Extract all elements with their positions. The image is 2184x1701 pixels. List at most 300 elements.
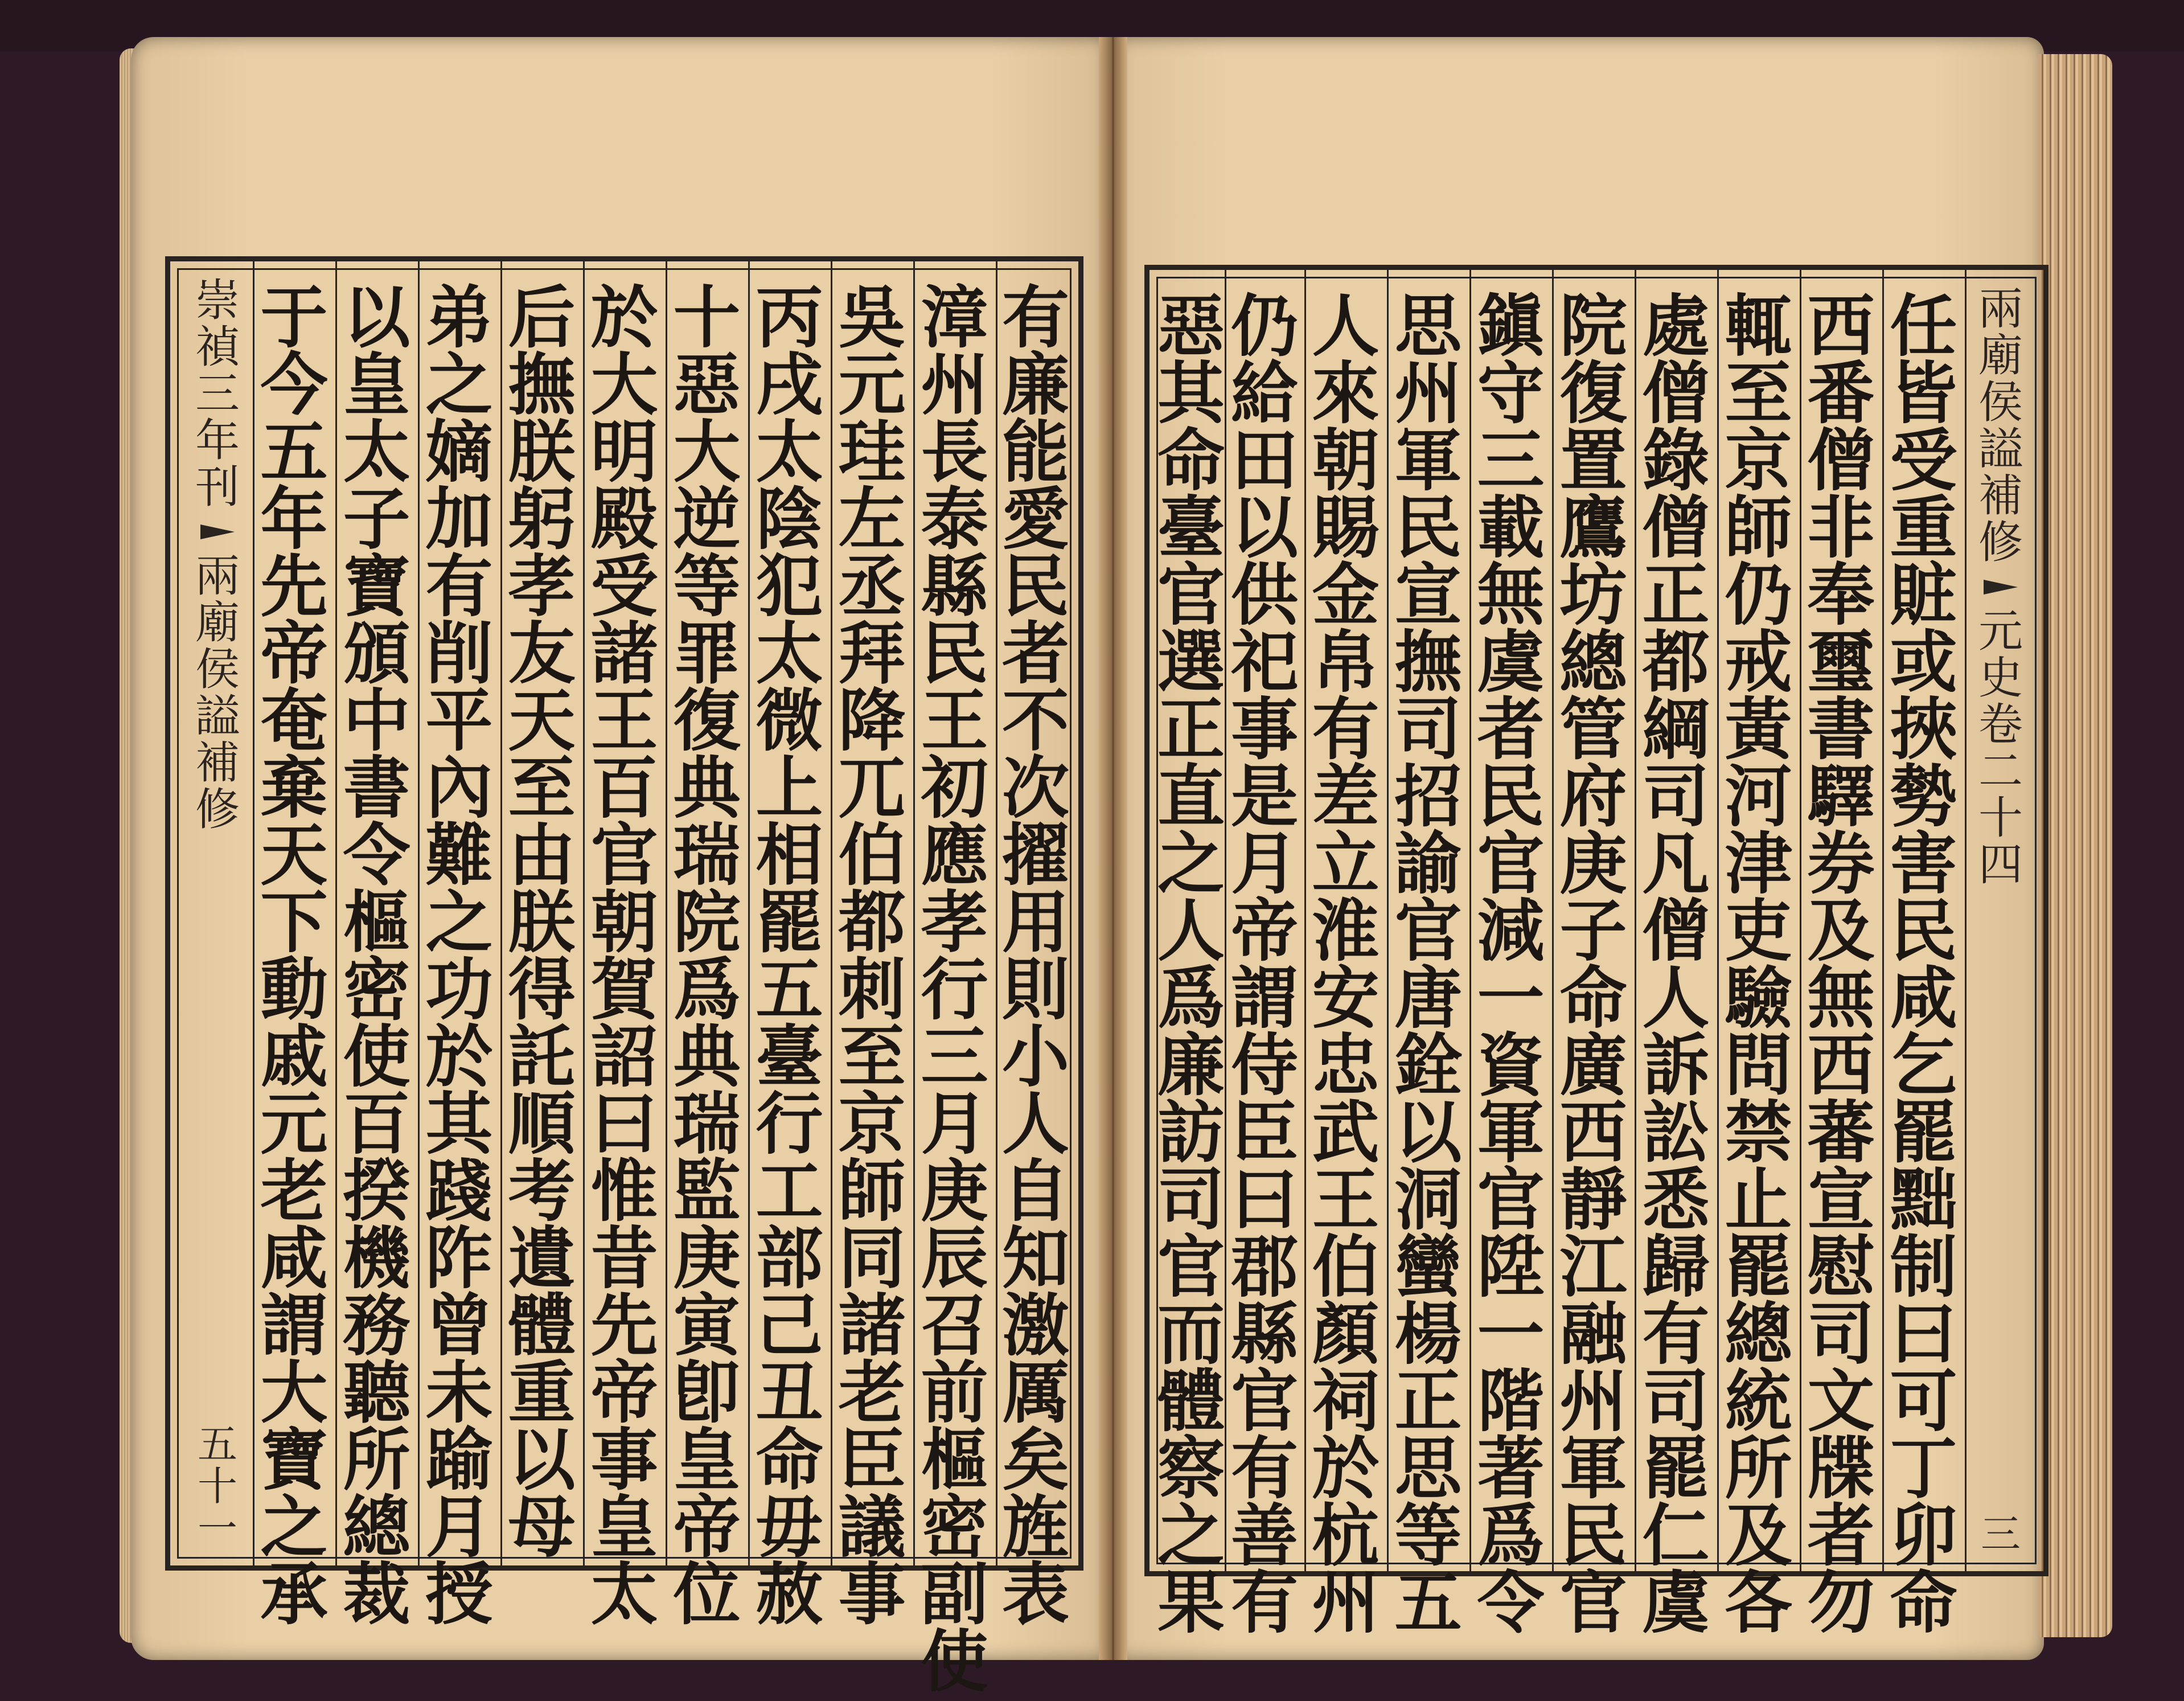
glyph: 密 bbox=[921, 1487, 988, 1567]
glyph: 能 bbox=[1001, 412, 1069, 491]
vertical-text bbox=[1978, 606, 2023, 891]
glyph: 棄 bbox=[260, 748, 328, 827]
glyph: 兩 bbox=[1978, 284, 2023, 335]
glyph: 立 bbox=[1312, 824, 1380, 903]
glyph: 泰 bbox=[921, 479, 988, 559]
glyph: 賀 bbox=[590, 950, 658, 1029]
glyph: 乞 bbox=[1890, 1026, 1957, 1105]
glyph: 都 bbox=[838, 883, 906, 962]
glyph: 官 bbox=[590, 815, 658, 895]
glyph: 重 bbox=[1890, 488, 1957, 567]
glyph: 者 bbox=[1477, 690, 1545, 769]
column-rule bbox=[1225, 270, 1226, 1571]
glyph: 蕃 bbox=[1807, 1093, 1875, 1172]
glyph: 輒 bbox=[1725, 286, 1792, 366]
glyph: 平 bbox=[425, 681, 493, 760]
glyph: 上 bbox=[756, 748, 823, 827]
glyph: 于 bbox=[260, 278, 328, 357]
glyph: 王 bbox=[590, 681, 658, 760]
glyph: 樞 bbox=[921, 1420, 988, 1499]
glyph: 后 bbox=[508, 278, 576, 357]
glyph: 老 bbox=[838, 1353, 906, 1432]
glyph: 臺 bbox=[756, 1017, 823, 1096]
glyph: 民 bbox=[1477, 757, 1545, 836]
column-rule bbox=[996, 261, 997, 1565]
glyph: 百 bbox=[343, 1084, 410, 1163]
glyph: 史 bbox=[1978, 653, 2023, 704]
glyph: 重 bbox=[508, 1353, 576, 1432]
glyph: 止 bbox=[1725, 1160, 1792, 1239]
glyph: 人 bbox=[1642, 958, 1710, 1038]
glyph: 召 bbox=[921, 1286, 988, 1365]
glyph: 而 bbox=[1157, 1294, 1225, 1374]
glyph: 侯 bbox=[195, 644, 240, 695]
glyph: 牒 bbox=[1807, 1429, 1875, 1508]
glyph: 諸 bbox=[590, 614, 658, 693]
vertical-text bbox=[1477, 286, 1545, 1642]
glyph: 密 bbox=[343, 950, 410, 1029]
glyph: 元 bbox=[1978, 606, 2023, 657]
right-column-6 bbox=[1472, 270, 1549, 1642]
glyph: 唐 bbox=[1394, 958, 1462, 1038]
vertical-text bbox=[198, 1421, 237, 1552]
glyph: 西 bbox=[1559, 1093, 1627, 1172]
vertical-text bbox=[343, 278, 410, 1634]
glyph: 於 bbox=[590, 278, 658, 357]
glyph: 僧 bbox=[1642, 488, 1710, 567]
glyph: 廉 bbox=[1157, 1026, 1225, 1105]
glyph: 之 bbox=[1157, 1496, 1225, 1575]
glyph: 小 bbox=[1001, 1017, 1069, 1096]
glyph: 罪 bbox=[673, 614, 741, 693]
glyph: 補 bbox=[1978, 470, 2023, 522]
column-rule bbox=[500, 261, 502, 1565]
glyph: 府 bbox=[1559, 757, 1627, 836]
glyph: 寅 bbox=[673, 1286, 741, 1365]
glyph: 虞 bbox=[1477, 622, 1545, 702]
right-column-5 bbox=[1555, 270, 1632, 1642]
glyph: 人 bbox=[1157, 891, 1225, 970]
glyph: 前 bbox=[921, 1353, 988, 1432]
left-column-1 bbox=[999, 261, 1073, 1634]
vertical-text bbox=[1001, 278, 1069, 1634]
glyph: 可 bbox=[1890, 1362, 1957, 1441]
glyph: 嫡 bbox=[425, 412, 493, 491]
glyph: 令 bbox=[343, 815, 410, 895]
glyph: 官 bbox=[1157, 555, 1225, 634]
glyph: 命 bbox=[756, 1420, 823, 1499]
glyph: 託 bbox=[508, 1017, 576, 1096]
glyph: 太 bbox=[756, 614, 823, 693]
glyph: 命 bbox=[1157, 421, 1225, 500]
glyph: 大 bbox=[260, 1353, 328, 1432]
column-rule bbox=[1635, 270, 1636, 1571]
glyph: 杭 bbox=[1312, 1496, 1380, 1575]
glyph: 知 bbox=[1001, 1219, 1069, 1298]
glyph: 賜 bbox=[1312, 488, 1380, 567]
glyph: 五 bbox=[756, 950, 823, 1029]
glyph: 以 bbox=[1394, 1093, 1462, 1172]
vertical-text bbox=[1807, 286, 1875, 1642]
glyph: 謂 bbox=[1230, 958, 1298, 1038]
glyph: 加 bbox=[425, 479, 493, 559]
right-column-10 bbox=[1157, 270, 1225, 1642]
vertical-text bbox=[1559, 286, 1627, 1642]
glyph: 補 bbox=[195, 737, 240, 789]
glyph: 番 bbox=[1807, 354, 1875, 433]
right-margin-column bbox=[1969, 270, 2032, 1571]
glyph: 表 bbox=[1001, 1555, 1069, 1634]
glyph: 遺 bbox=[508, 1219, 576, 1298]
glyph: 減 bbox=[1477, 891, 1545, 970]
glyph: 母 bbox=[508, 1487, 576, 1567]
right-page-edges bbox=[2038, 54, 2112, 1637]
glyph: 拜 bbox=[838, 614, 906, 693]
glyph: 順 bbox=[508, 1084, 576, 1163]
glyph: 人 bbox=[1001, 1084, 1069, 1163]
right-text-frame bbox=[1144, 265, 2048, 1642]
glyph: 問 bbox=[1725, 1026, 1792, 1105]
column-rule bbox=[1882, 270, 1884, 1571]
glyph: 相 bbox=[756, 815, 823, 895]
left-column-6 bbox=[586, 261, 663, 1634]
glyph: 訴 bbox=[1642, 1026, 1710, 1105]
right-column-3 bbox=[1720, 270, 1797, 1642]
glyph: 削 bbox=[425, 614, 493, 693]
glyph: 子 bbox=[1559, 891, 1627, 970]
glyph: 供 bbox=[1230, 555, 1298, 634]
column-rule bbox=[583, 261, 585, 1565]
glyph: 軍 bbox=[1477, 1093, 1545, 1172]
glyph: 守 bbox=[1477, 354, 1545, 433]
glyph: 綱 bbox=[1642, 690, 1710, 769]
glyph: 三 bbox=[1477, 421, 1545, 500]
glyph: 驛 bbox=[1807, 757, 1875, 836]
glyph: 於 bbox=[425, 1017, 493, 1096]
glyph: 一 bbox=[198, 1505, 237, 1552]
glyph: 月 bbox=[921, 1084, 988, 1163]
glyph: 罷 bbox=[1890, 1093, 1957, 1172]
glyph: 太 bbox=[756, 412, 823, 491]
glyph: 殿 bbox=[590, 479, 658, 559]
glyph: 有 bbox=[1312, 690, 1380, 769]
glyph: 兀 bbox=[838, 748, 906, 827]
glyph: 年 bbox=[260, 479, 328, 559]
glyph: 令 bbox=[1477, 1563, 1545, 1642]
left-column-10 bbox=[256, 261, 332, 1634]
glyph: 太 bbox=[343, 412, 410, 491]
glyph: 西 bbox=[1807, 286, 1875, 366]
glyph: 鎭 bbox=[1477, 286, 1545, 366]
glyph: 修 bbox=[195, 784, 240, 835]
glyph: 奄 bbox=[260, 681, 328, 760]
glyph: 驗 bbox=[1725, 958, 1792, 1038]
glyph: 皇 bbox=[590, 1487, 658, 1567]
glyph: 官 bbox=[1230, 1362, 1298, 1441]
glyph: 直 bbox=[1157, 757, 1225, 836]
glyph: 宣 bbox=[1394, 555, 1462, 634]
glyph: 統 bbox=[1725, 1362, 1792, 1441]
glyph: 正 bbox=[1394, 1362, 1462, 1441]
glyph: 黃 bbox=[1725, 690, 1792, 769]
glyph: 事 bbox=[1230, 690, 1298, 769]
glyph: 動 bbox=[260, 950, 328, 1029]
glyph: 月 bbox=[425, 1487, 493, 1567]
glyph: 有 bbox=[1230, 1563, 1298, 1642]
glyph: 議 bbox=[838, 1487, 906, 1567]
glyph: 總 bbox=[1559, 622, 1627, 702]
vertical-text bbox=[1890, 286, 1957, 1642]
glyph: 州 bbox=[921, 345, 988, 424]
glyph: 愛 bbox=[1001, 479, 1069, 559]
glyph: 安 bbox=[1312, 958, 1380, 1038]
glyph: 曰 bbox=[1230, 1160, 1298, 1239]
glyph: 皇 bbox=[343, 345, 410, 424]
glyph: 二 bbox=[1978, 746, 2023, 797]
glyph: 下 bbox=[260, 883, 328, 962]
glyph: 以 bbox=[1230, 488, 1298, 567]
glyph: 瑞 bbox=[673, 815, 741, 895]
glyph: 京 bbox=[838, 1084, 906, 1163]
glyph: 受 bbox=[590, 547, 658, 626]
glyph: 毋 bbox=[756, 1487, 823, 1567]
glyph: 中 bbox=[343, 681, 410, 760]
column-rule bbox=[1304, 270, 1306, 1571]
glyph: 復 bbox=[673, 681, 741, 760]
glyph: 伯 bbox=[838, 815, 906, 895]
left-column-9 bbox=[338, 261, 415, 1634]
glyph: 由 bbox=[508, 815, 576, 895]
glyph: 復 bbox=[1559, 354, 1627, 433]
glyph: 陰 bbox=[756, 479, 823, 559]
glyph: 謚 bbox=[1978, 424, 2023, 475]
glyph: 諸 bbox=[838, 1286, 906, 1365]
glyph: 至 bbox=[1725, 354, 1792, 433]
glyph: 位 bbox=[673, 1555, 741, 1634]
glyph: 赦 bbox=[756, 1555, 823, 1634]
glyph: 是 bbox=[1230, 757, 1298, 836]
glyph: 用 bbox=[1001, 883, 1069, 962]
glyph: 融 bbox=[1559, 1294, 1627, 1374]
glyph: 弟 bbox=[425, 278, 493, 357]
left-text-frame bbox=[165, 256, 1083, 1701]
glyph: 師 bbox=[1725, 488, 1792, 567]
vertical-text bbox=[260, 278, 328, 1634]
glyph: 務 bbox=[343, 1286, 410, 1365]
glyph: 體 bbox=[508, 1286, 576, 1365]
glyph: 孝 bbox=[921, 883, 988, 962]
glyph: 戚 bbox=[260, 1017, 328, 1096]
right-column-8 bbox=[1307, 270, 1384, 1642]
glyph: 庚 bbox=[1559, 824, 1627, 903]
glyph: 一 bbox=[1477, 1294, 1545, 1374]
glyph: 帝 bbox=[260, 614, 328, 693]
glyph: 先 bbox=[260, 547, 328, 626]
glyph: 曰 bbox=[590, 1084, 658, 1163]
glyph: 總 bbox=[343, 1487, 410, 1567]
glyph: 戌 bbox=[756, 345, 823, 424]
glyph: 修 bbox=[1978, 517, 2023, 568]
column-rule bbox=[1469, 270, 1471, 1571]
glyph: 次 bbox=[1001, 748, 1069, 827]
glyph: 長 bbox=[921, 412, 988, 491]
glyph: 鷹 bbox=[1559, 488, 1627, 567]
book-gutter bbox=[1099, 37, 1127, 1660]
glyph: 崇 bbox=[195, 275, 240, 326]
glyph: 人 bbox=[1312, 286, 1380, 366]
glyph: 降 bbox=[838, 681, 906, 760]
glyph: 皆 bbox=[1890, 354, 1957, 433]
glyph: 友 bbox=[508, 614, 576, 693]
glyph: 至 bbox=[508, 748, 576, 827]
vertical-text bbox=[508, 278, 576, 1567]
column-rule bbox=[1965, 270, 1967, 1571]
glyph: 一 bbox=[1477, 958, 1545, 1038]
glyph: 考 bbox=[508, 1151, 576, 1231]
glyph: 工 bbox=[756, 1151, 823, 1231]
glyph: 民 bbox=[1394, 488, 1462, 567]
glyph: 招 bbox=[1394, 757, 1462, 836]
glyph: 裁 bbox=[343, 1555, 410, 1634]
glyph: 珪 bbox=[838, 412, 906, 491]
glyph: 刺 bbox=[838, 950, 906, 1029]
glyph: 帝 bbox=[1230, 891, 1298, 970]
glyph: 任 bbox=[1890, 286, 1957, 366]
glyph: 朕 bbox=[508, 412, 576, 491]
glyph: 以 bbox=[343, 278, 410, 357]
glyph: 初 bbox=[921, 748, 988, 827]
glyph: 揆 bbox=[343, 1151, 410, 1231]
glyph: 惡 bbox=[1157, 286, 1225, 366]
glyph: 給 bbox=[1230, 354, 1298, 433]
glyph: 天 bbox=[260, 815, 328, 895]
glyph: 刊 bbox=[195, 462, 240, 513]
glyph: 旌 bbox=[1001, 1487, 1069, 1567]
glyph: 五 bbox=[198, 1421, 237, 1468]
glyph: 州 bbox=[1559, 1362, 1627, 1441]
glyph: 宣 bbox=[1807, 1160, 1875, 1239]
glyph: 三 bbox=[1981, 1511, 2021, 1557]
glyph: 軍 bbox=[1394, 421, 1462, 500]
left-column-2 bbox=[916, 261, 993, 1701]
glyph: 兩 bbox=[195, 551, 240, 602]
glyph: 靜 bbox=[1559, 1160, 1627, 1239]
glyph: 津 bbox=[1725, 824, 1792, 903]
glyph: 僧 bbox=[1642, 354, 1710, 433]
glyph: 民 bbox=[1559, 1496, 1627, 1575]
glyph: 諭 bbox=[1394, 824, 1462, 903]
glyph: 庚 bbox=[921, 1151, 988, 1231]
glyph: 使 bbox=[343, 1017, 410, 1096]
glyph: 院 bbox=[1559, 286, 1627, 366]
glyph: 坊 bbox=[1559, 555, 1627, 634]
glyph: 老 bbox=[260, 1151, 328, 1231]
right-column-7 bbox=[1390, 270, 1467, 1642]
glyph: 侍 bbox=[1230, 1026, 1298, 1105]
glyph: 丑 bbox=[756, 1353, 823, 1432]
glyph: 非 bbox=[1807, 488, 1875, 567]
right-column-4 bbox=[1637, 270, 1714, 1642]
glyph: 咸 bbox=[1890, 958, 1957, 1038]
glyph: 命 bbox=[1559, 958, 1627, 1038]
glyph: 太 bbox=[590, 1555, 658, 1634]
glyph: 無 bbox=[1807, 958, 1875, 1038]
glyph: 三 bbox=[921, 1017, 988, 1096]
glyph: 行 bbox=[756, 1084, 823, 1163]
vertical-text bbox=[195, 275, 240, 513]
glyph: 歸 bbox=[1642, 1227, 1710, 1306]
glyph: 授 bbox=[425, 1555, 493, 1634]
glyph: 伯 bbox=[1312, 1227, 1380, 1306]
glyph: 行 bbox=[921, 950, 988, 1029]
glyph: 難 bbox=[425, 815, 493, 895]
glyph: 司 bbox=[1642, 1362, 1710, 1441]
glyph: 仁 bbox=[1642, 1496, 1710, 1575]
glyph: 官 bbox=[1394, 891, 1462, 970]
glyph: 河 bbox=[1725, 757, 1792, 836]
glyph: 僧 bbox=[1642, 891, 1710, 970]
glyph: 臺 bbox=[1157, 488, 1225, 567]
glyph: 無 bbox=[1477, 555, 1545, 634]
column-rule bbox=[253, 261, 254, 1565]
glyph: 者 bbox=[1001, 614, 1069, 693]
glyph: 選 bbox=[1157, 622, 1225, 702]
fish-tail-mark bbox=[1984, 580, 2018, 595]
glyph: 辰 bbox=[921, 1219, 988, 1298]
glyph: 都 bbox=[1642, 622, 1710, 702]
glyph: 楊 bbox=[1394, 1294, 1462, 1374]
glyph: 左 bbox=[838, 479, 906, 559]
glyph: 管 bbox=[1559, 690, 1627, 769]
glyph: 慰 bbox=[1807, 1227, 1875, 1306]
open-book bbox=[131, 31, 2112, 1701]
glyph: 孝 bbox=[508, 547, 576, 626]
glyph: 月 bbox=[1230, 824, 1298, 903]
glyph: 江 bbox=[1559, 1227, 1627, 1306]
glyph: 漳 bbox=[921, 278, 988, 357]
glyph: 至 bbox=[838, 1017, 906, 1096]
glyph: 思 bbox=[1394, 286, 1462, 366]
glyph: 丞 bbox=[838, 547, 906, 626]
glyph: 罷 bbox=[1725, 1227, 1792, 1306]
glyph: 謚 bbox=[195, 691, 240, 742]
glyph: 王 bbox=[1312, 1160, 1380, 1239]
glyph: 寶 bbox=[260, 1420, 328, 1499]
glyph: 臣 bbox=[1230, 1093, 1298, 1172]
glyph: 思 bbox=[1394, 1429, 1462, 1508]
glyph: 洞 bbox=[1394, 1160, 1462, 1239]
glyph: 大 bbox=[590, 345, 658, 424]
glyph: 來 bbox=[1312, 354, 1380, 433]
glyph: 頒 bbox=[343, 614, 410, 693]
glyph: 於 bbox=[1312, 1429, 1380, 1508]
glyph: 吳 bbox=[838, 278, 906, 357]
glyph: 凡 bbox=[1642, 824, 1710, 903]
glyph: 錄 bbox=[1642, 421, 1710, 500]
glyph: 先 bbox=[590, 1286, 658, 1365]
glyph: 機 bbox=[343, 1219, 410, 1298]
glyph: 五 bbox=[1394, 1563, 1462, 1642]
glyph: 朕 bbox=[508, 883, 576, 962]
vertical-text bbox=[1981, 1511, 2021, 1557]
glyph: 承 bbox=[260, 1555, 328, 1634]
glyph: 銓 bbox=[1394, 1026, 1462, 1105]
glyph: 典 bbox=[673, 748, 741, 827]
vertical-text bbox=[1312, 286, 1380, 1642]
glyph: 子 bbox=[343, 479, 410, 559]
glyph: 黜 bbox=[1890, 1160, 1957, 1239]
glyph: 犯 bbox=[756, 547, 823, 626]
